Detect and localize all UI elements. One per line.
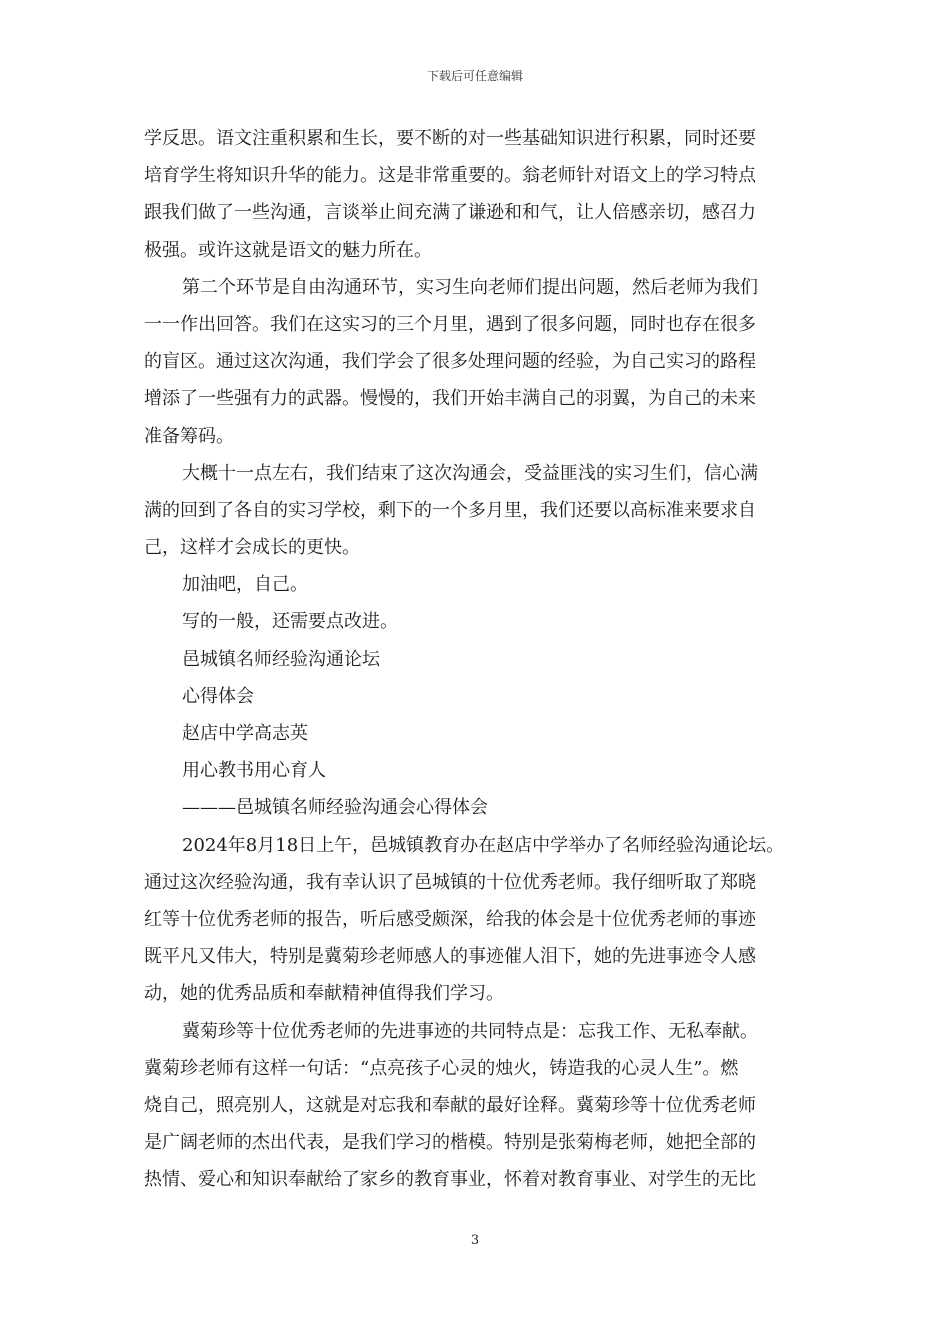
article-title: 用心教书用心育人 <box>182 760 326 782</box>
text-line: 跟我们做了一些沟通，言谈举止间充满了谦逊和和气，让人倍感亲切，感召力 <box>144 202 756 224</box>
text-line: 增添了一些强有力的武器。慢慢的，我们开始丰满自己的羽翼，为自己的未来 <box>144 388 756 410</box>
article-subtitle: ———邑城镇名师经验沟通会心得体会 <box>182 797 488 819</box>
text-line: 通过这次经验沟通，我有幸认识了邑城镇的十位优秀老师。我仔细听取了郑晓 <box>144 871 756 893</box>
body-text <box>144 120 819 1198</box>
text-line: 既平凡又伟大，特别是冀菊珍老师感人的事迹催人泪下，她的先进事迹令人感 <box>144 946 756 968</box>
text-line: 烧自己，照亮别人，这就是对忘我和奉献的最好诠释。冀菊珍等十位优秀老师 <box>144 1094 756 1116</box>
text-line: 满的回到了各自的实习学校，剩下的一个多月里，我们还要以高标准来要求自 <box>144 499 756 521</box>
text-line: 第二个环节是自由沟通环节，实习生向老师们提出问题，然后老师为我们 <box>182 276 758 298</box>
text-line: 一一作出回答。我们在这实习的三个月里，遇到了很多问题，同时也存在很多 <box>144 313 756 335</box>
page-header: 下载后可任意编辑 <box>426 69 523 83</box>
text-line: 大概十一点左右，我们结束了这次沟通会，受益匪浅的实习生们，信心满 <box>182 462 758 484</box>
author-line: 赵店中学高志英 <box>182 723 308 744</box>
text-line: 加油吧，自己。 <box>182 574 308 596</box>
text-line: 红等十位优秀老师的报告，听后感受颇深，给我的体会是十位优秀老师的事迹 <box>144 908 756 930</box>
text-line: 写的一般，还需要点改进。 <box>182 611 398 633</box>
text-line: 动，她的优秀品质和奉献精神值得我们学习。 <box>144 983 504 1005</box>
text-line: 冀菊珍等十位优秀老师的先进事迹的共同特点是：忘我工作、无私奉献。 <box>182 1020 758 1042</box>
text-line: 己，这样才会成长的更快。 <box>144 537 360 559</box>
text-line: 的盲区。通过这次沟通，我们学会了很多处理问题的经验，为自己实习的路程 <box>144 351 756 373</box>
page-number: 3 <box>470 1233 480 1248</box>
text-line: 2024年8月18日上午，邑城镇教育办在赵店中学举办了名师经验沟通论坛。 <box>182 834 785 856</box>
text-line: 准备筹码。 <box>144 425 234 447</box>
text-line: 是广阔老师的杰出代表，是我们学习的楷模。特别是张菊梅老师，她把全部的 <box>144 1132 756 1154</box>
text-line: 冀菊珍老师有这样一句话：“点亮孩子心灵的烛火，铸造我的心灵人生”。燃 <box>144 1057 739 1079</box>
text-line: 学反思。语文注重积累和生长，要不断的对一些基础知识进行积累，同时还要 <box>144 128 756 149</box>
section-heading: 心得体会 <box>182 685 254 707</box>
text-line: 热情、爱心和知识奉献给了家乡的教育事业，怀着对教育事业、对学生的无比 <box>144 1169 756 1191</box>
text-line: 培育学生将知识升华的能力。这是非常重要的。翁老师针对语文上的学习特点 <box>144 165 756 187</box>
text-line: 极强。或许这就是语文的魅力所在。 <box>144 239 432 261</box>
section-heading: 邑城镇名师经验沟通论坛 <box>182 648 380 670</box>
